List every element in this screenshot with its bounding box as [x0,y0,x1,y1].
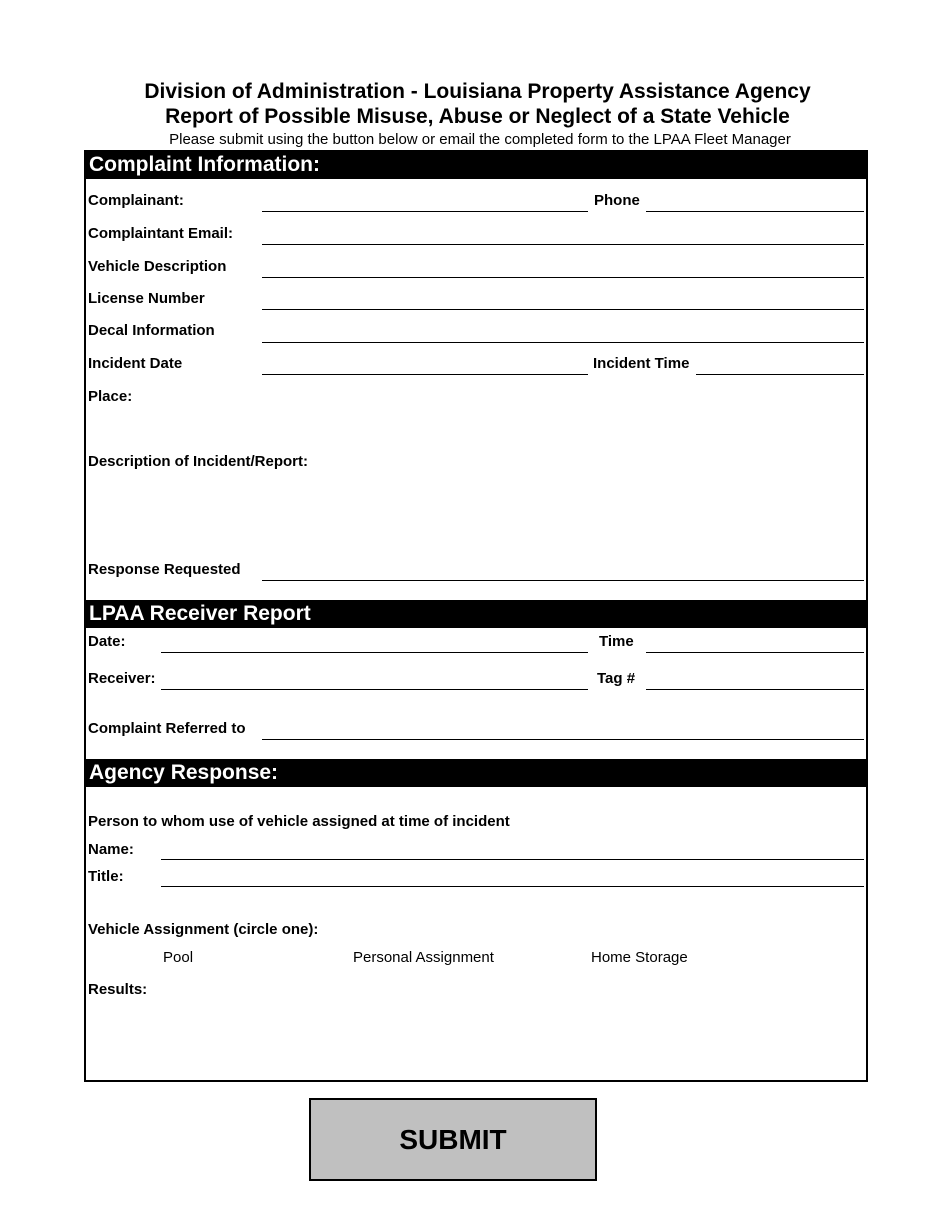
decal-information-field[interactable] [262,326,864,343]
section-receiver-header: LPAA Receiver Report [84,600,868,628]
receiver-time-field[interactable] [646,636,864,653]
incident-date-field[interactable] [262,358,588,375]
submit-button[interactable]: SUBMIT [309,1098,597,1181]
email-field[interactable] [262,228,864,245]
decal-information-label: Decal Information [88,322,215,339]
tag-label: Tag # [597,670,636,687]
complainant-label: Complainant: [88,192,184,209]
description-label: Description of Incident/Report: [88,453,309,470]
name-label: Name: [88,841,134,858]
name-field[interactable] [161,843,864,860]
complaint-referred-field[interactable] [262,723,864,740]
section-agency-header: Agency Response: [84,759,868,787]
phone-field[interactable] [646,195,864,212]
license-number-field[interactable] [262,293,864,310]
receiver-field[interactable] [161,673,588,690]
option-pool[interactable]: Pool [163,949,194,966]
form-subtitle: Report of Possible Misuse, Abuse or Neglect of a State Vehicle [165,105,790,128]
results-label: Results: [88,981,148,998]
title-field[interactable] [161,870,864,887]
place-label: Place: [88,388,133,405]
receiver-date-label: Date: [88,633,126,650]
license-number-label: License Number [88,290,205,307]
assigned-person-label: Person to whom use of vehicle assigned at time of incident [88,813,510,830]
submit-instruction: Please submit using the button below or email the completed form to the LPAA Fleet Manager [169,131,791,148]
response-requested-label: Response Requested [88,561,241,578]
section-complaint-header: Complaint Information: [84,151,868,179]
form-title: Division of Administration - Louisiana Property Assistance Agency [144,80,811,103]
vehicle-description-label: Vehicle Description [88,258,227,275]
option-personal-assignment[interactable]: Personal Assignment [353,949,494,966]
response-requested-field[interactable] [262,564,864,581]
phone-label: Phone [594,192,640,209]
receiver-date-field[interactable] [161,636,588,653]
option-home-storage[interactable]: Home Storage [591,949,688,966]
incident-time-label: Incident Time [593,355,690,372]
complaint-referred-label: Complaint Referred to [88,720,246,737]
incident-time-field[interactable] [696,358,864,375]
email-label: Complaintant Email: [88,225,234,242]
complainant-field[interactable] [262,195,588,212]
vehicle-assignment-label: Vehicle Assignment (circle one): [88,921,319,938]
tag-field[interactable] [646,673,864,690]
receiver-time-label: Time [599,633,634,650]
receiver-label: Receiver: [88,670,156,687]
vehicle-description-field[interactable] [262,261,864,278]
incident-date-label: Incident Date [88,355,183,372]
title-label: Title: [88,868,124,885]
